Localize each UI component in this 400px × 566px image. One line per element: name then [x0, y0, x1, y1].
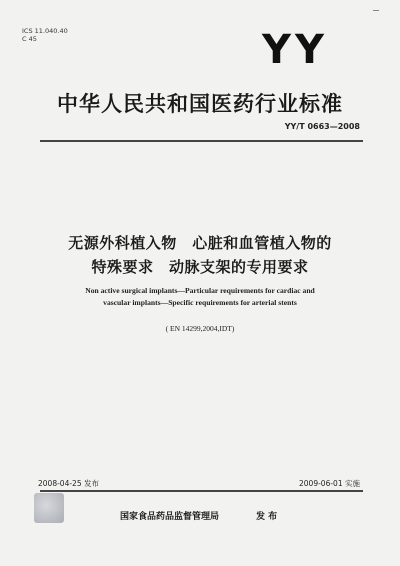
chinese-title-line1: 无源外科植入物 心脏和血管植入物的: [68, 234, 332, 252]
english-title-line2: vascular implants—Specific requirements for arterial stents: [103, 298, 297, 307]
english-title-line1: Non active surgical implants—Particular requirements for cardiac and: [85, 286, 315, 295]
ics-code: ICS 11.040.40: [22, 27, 68, 35]
bottom-divider: [40, 490, 363, 492]
issue-date: 2008-04-25 发布: [38, 479, 99, 488]
top-divider: [40, 140, 363, 142]
anti-counterfeit-seal: [34, 493, 64, 523]
chinese-title-line2: 特殊要求 动脉支架的专用要求: [91, 258, 309, 276]
implementation-date: 2009-06-01 实施: [299, 479, 360, 488]
authority-title: 中华人民共和国医药行业标准: [57, 92, 343, 116]
standard-number: YY/T 0663—2008: [284, 122, 360, 131]
yy-logo: YY: [262, 27, 328, 73]
scan-mark: [373, 10, 379, 11]
issuing-authority: 国家食品药品监督管理局: [120, 512, 220, 522]
issuing-action: 发 布: [256, 512, 278, 522]
ccs-code: C 45: [22, 35, 37, 43]
ics-classification: [22, 27, 68, 43]
equivalence-statement: ( EN 14299,2004,IDT): [165, 324, 235, 333]
